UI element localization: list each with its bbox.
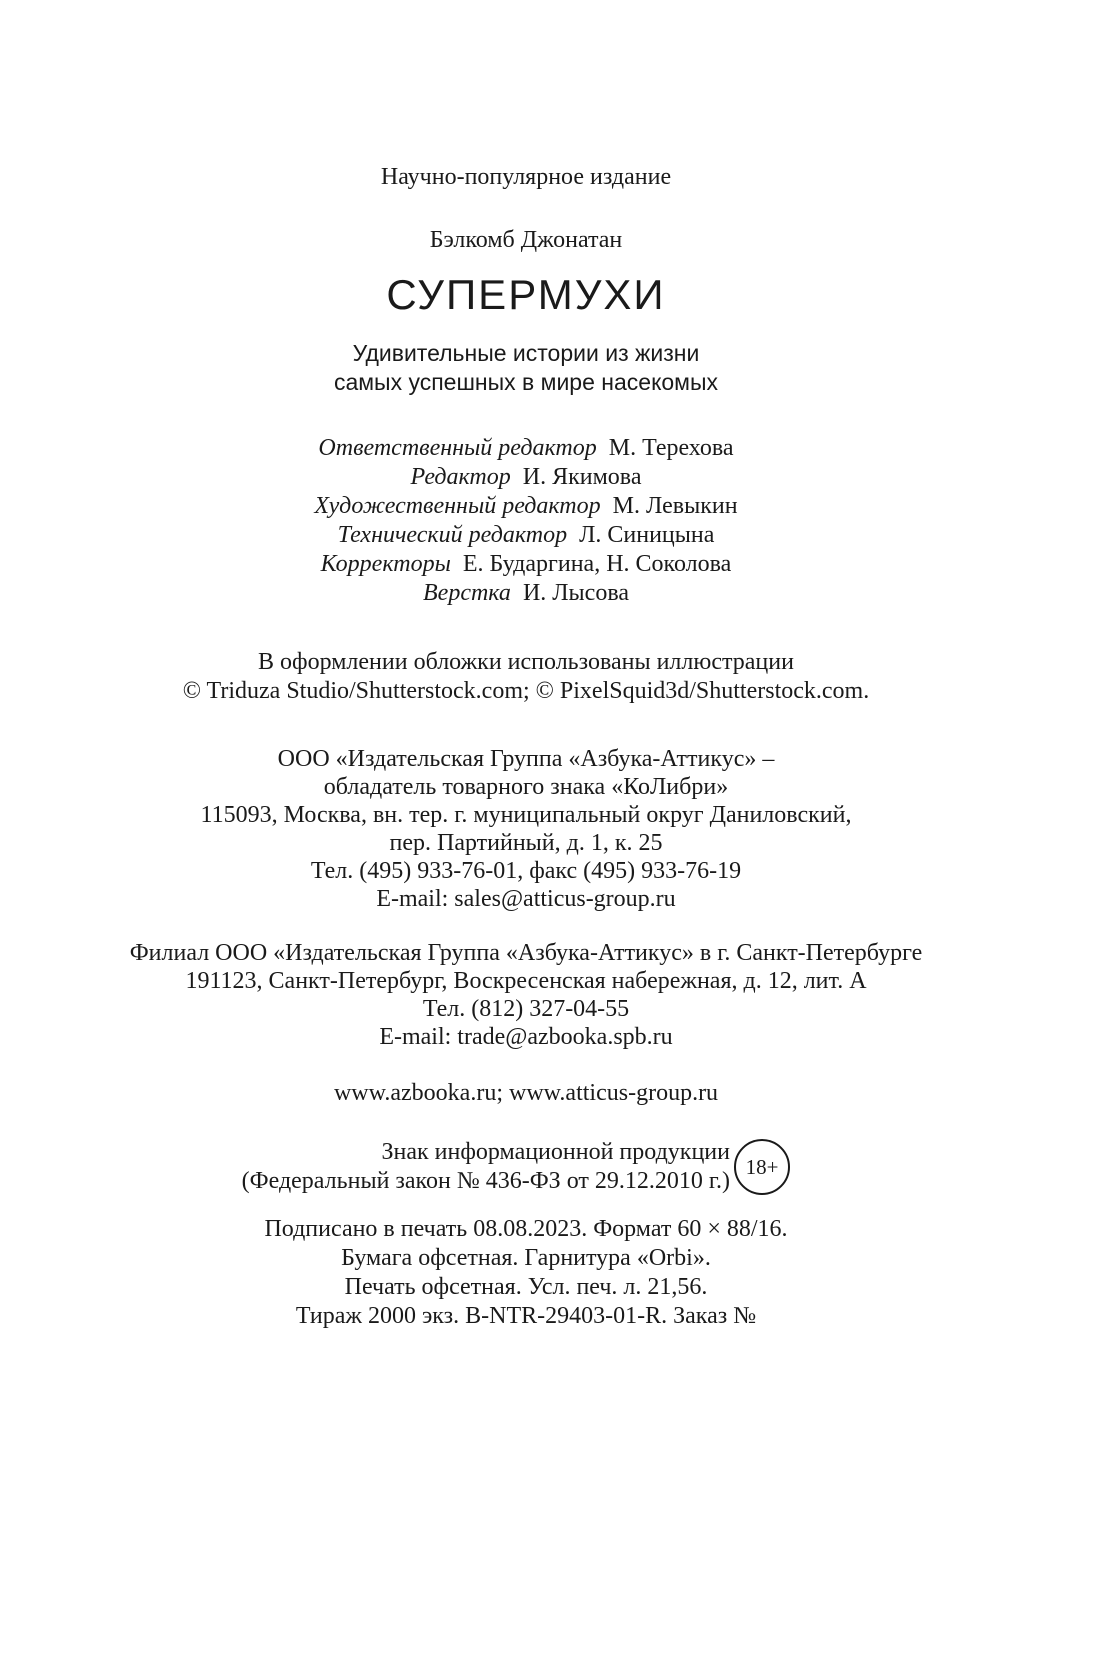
credit-row — [0, 462, 1052, 492]
branch-phone: Тел. (812) 327-04-55 — [422, 996, 630, 1022]
print-info-line-1: Подписано в печать 08.08.2023. Формат 60 × 88/16. — [264, 1216, 788, 1242]
cover-note-line-1: В оформлении обложки использованы иллюстрации — [258, 649, 794, 675]
websites: www.azbooka.ru; www.atticus-group.ru — [333, 1080, 719, 1106]
author-name: Бэлкомб Джонатан — [429, 227, 623, 253]
print-info-line-2: Бумага офсетная. Гарнитура «Orbi». — [341, 1245, 711, 1271]
credit-role: Ответственный редактор — [318, 435, 597, 461]
genre-label: Научно-популярное издание — [380, 164, 672, 190]
publisher-line-2: обладатель товарного знака «КоЛибри» — [323, 774, 729, 800]
age-rating-line-2: (Федеральный закон № 436-ФЗ от 29.12.2010 г.) — [241, 1168, 730, 1194]
age-rating-block — [0, 1135, 1052, 1205]
credit-role: Художественный редактор — [314, 493, 601, 519]
branch-email: E-mail: trade@azbooka.spb.ru — [379, 1024, 673, 1050]
publisher-phone: Тел. (495) 933-76-01, факс (495) 933-76-19 — [310, 858, 742, 884]
book-title: СУПЕРМУХИ — [386, 271, 666, 318]
age-rating-line-1: Знак информационной продукции — [381, 1139, 730, 1165]
credit-name: И. Лысова — [522, 580, 629, 606]
credit-row — [0, 491, 1052, 521]
credit-row — [0, 520, 1052, 550]
credit-row — [0, 549, 1052, 579]
credit-row — [0, 578, 1052, 608]
credit-role: Редактор — [410, 464, 511, 490]
publisher-line-1: ООО «Издательская Группа «Азбука-Аттикус» – — [277, 746, 775, 772]
publisher-email: E-mail: sales@atticus-group.ru — [376, 886, 676, 912]
branch-address: 191123, Санкт-Петербург, Воскресенская набережная, д. 12, лит. А — [185, 968, 867, 994]
credit-name: Л. Синицына — [579, 522, 715, 548]
age-rating-badge: 18+ — [734, 1139, 790, 1195]
credit-name: И. Якимова — [522, 464, 642, 490]
credit-name: Е. Бударгина, Н. Соколова — [462, 551, 732, 577]
credit-role: Корректоры — [320, 551, 451, 577]
branch-line-1: Филиал ООО «Издательская Группа «Азбука-Аттикус» в г. Санкт-Петербурге — [129, 940, 923, 966]
credit-name: М. Левыкин — [612, 493, 738, 519]
credit-role: Технический редактор — [337, 522, 568, 548]
credit-name: М. Терехова — [608, 435, 734, 461]
credit-role: Верстка — [423, 580, 511, 606]
cover-note-line-2: © Triduza Studio/Shutterstock.com; © PixelSquid3d/Shutterstock.com. — [182, 678, 870, 704]
subtitle-line-2: самых успешных в мире насекомых — [333, 369, 719, 395]
credit-row — [0, 433, 1052, 463]
print-info-line-3: Печать офсетная. Усл. печ. л. 21,56. — [344, 1274, 708, 1300]
subtitle-line-1: Удивительные истории из жизни — [352, 340, 700, 366]
print-info-line-4: Тираж 2000 экз. B-NTR-29403-01-R. Заказ № — [295, 1303, 757, 1329]
publisher-address-line-2: пер. Партийный, д. 1, к. 25 — [389, 830, 663, 856]
publisher-address-line-1: 115093, Москва, вн. тер. г. муниципальный округ Даниловский, — [200, 802, 852, 828]
